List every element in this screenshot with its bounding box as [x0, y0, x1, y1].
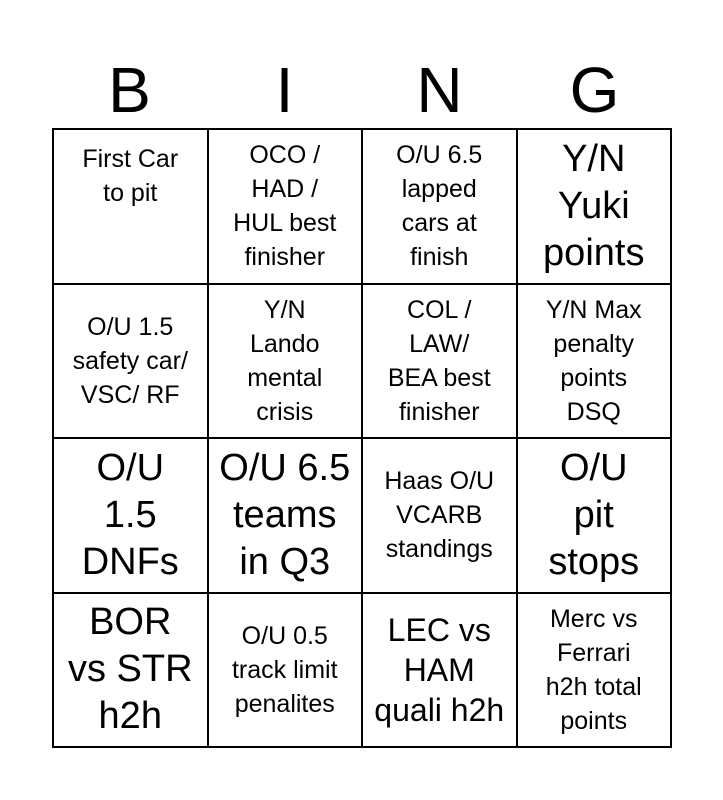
bingo-cell-r3c2[interactable]: [209, 439, 364, 594]
cell-text: O/U 6.5 teams in Q3: [219, 446, 351, 583]
bingo-cell-r1c2[interactable]: [209, 130, 364, 285]
header-letter-b: B: [108, 54, 151, 126]
bingo-cell-r2c1[interactable]: [54, 285, 209, 440]
bingo-cell-r2c3[interactable]: [363, 285, 518, 440]
bingo-cell-r4c2[interactable]: [209, 594, 364, 749]
bingo-cell-r1c3[interactable]: [363, 130, 518, 285]
bingo-header: [52, 52, 672, 124]
cell-text: Merc vs Ferrari h2h total points: [545, 604, 642, 735]
header-letter-i: I: [275, 54, 294, 126]
cell-text: BOR vs STR h2h: [67, 601, 193, 738]
bingo-cell-r3c1[interactable]: [54, 439, 209, 594]
bingo-cell-r3c3[interactable]: [363, 439, 518, 594]
bingo-cell-r1c4[interactable]: [518, 130, 673, 285]
bingo-cell-r4c3[interactable]: [363, 594, 518, 749]
bingo-cell-r4c4[interactable]: [518, 594, 673, 749]
cell-text: O/U 6.5 lapped cars at finish: [396, 141, 483, 272]
cell-text: Haas O/U VCARB standings: [384, 467, 495, 564]
cell-text: COL / LAW/ BEA best finisher: [387, 295, 491, 426]
bingo-cell-r4c1[interactable]: [54, 594, 209, 749]
cell-text: Y/N Yuki points: [543, 137, 645, 274]
header-letter-g: G: [569, 54, 620, 126]
cell-text: First Car to pit: [82, 145, 179, 207]
bingo-cell-r2c2[interactable]: [209, 285, 364, 440]
cell-text: O/U 0.5 track limit penalites: [231, 621, 338, 718]
cell-text: LEC vs HAM quali h2h: [374, 611, 505, 728]
bingo-cell-r1c1[interactable]: [54, 130, 209, 285]
bingo-cell-r2c4[interactable]: [518, 285, 673, 440]
cell-text: O/U pit stops: [548, 446, 640, 583]
cell-text: OCO / HAD / HUL best finisher: [233, 141, 337, 272]
bingo-cell-r3c4[interactable]: [518, 439, 673, 594]
cell-text: Y/N Max penalty points DSQ: [545, 295, 642, 426]
cell-text: O/U 1.5 safety car/ VSC/ RF: [72, 312, 188, 409]
header-letter-n: N: [416, 54, 463, 126]
cell-text: O/U 1.5 DNFs: [81, 446, 179, 583]
bingo-board: [52, 128, 672, 748]
cell-text: Y/N Lando mental crisis: [247, 295, 323, 426]
